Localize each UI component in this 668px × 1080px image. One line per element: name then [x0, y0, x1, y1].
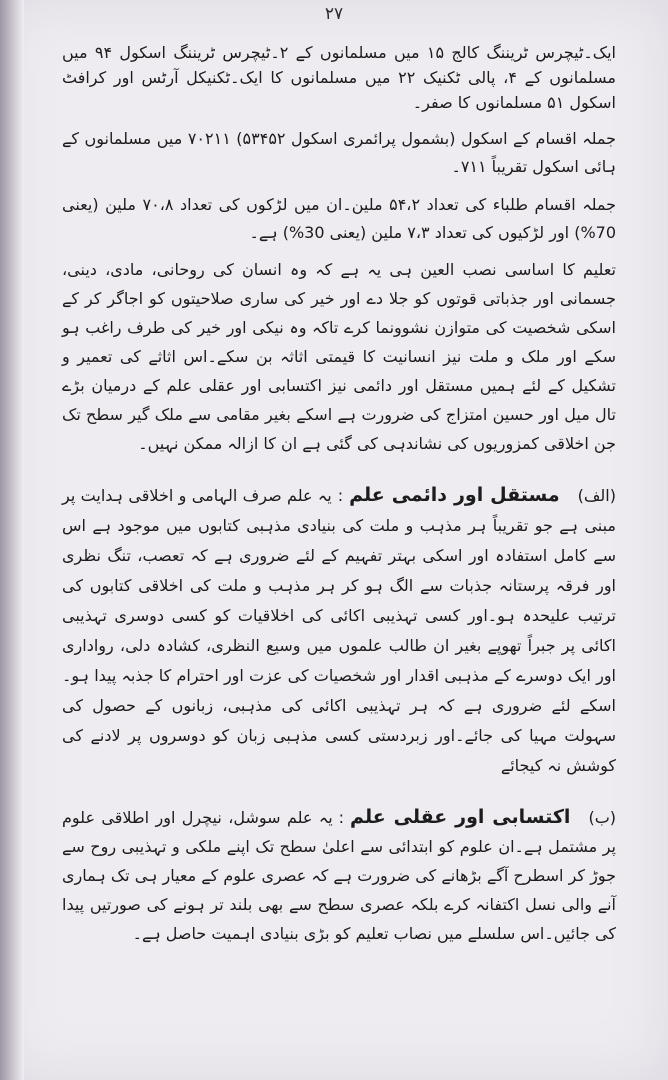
paragraph-schools: جملہ اقسام کے اسکول (بشمول پرائمری اسکول ۵۳۴۵۲) ۷۰۲۱۱ میں مسلمانوں کے ہائی اسکول تقریباً ۷۱۱۔: [62, 129, 617, 176]
section-colon: :: [337, 486, 344, 505]
paragraph-education-aim: تعلیم کا اساسی نصب العین ہی یہ ہے کہ وہ انسان کی روحانی، مادی، دینی، جسمانی اور جذباتی قوتوں کو جلا دے اور خیر کی ساری صلاحیتوں کو اجاگر کر کے اسکی شخصیت کی متوازن نشوونما کرے تاکہ وہ نیکی اور خیر کی طرف راغب ہو سکے اور ملک و ملت نیز انسانیت کا قیمتی اثاثہ بن سکے۔اس اثاثے کی تعمیر و تشکیل کے لئے ہمیں مستقل اور دائمی نیز اکتسابی اور عقلی علم کے درمیان بڑے تال میل اور حسین امتزاج کی ضرورت ہے اسکے بغیر مقامی سے ملک گیر سطح تک جن اخلاقی کمزوریوں کی نشاندہی کی گئی ہے ان کا ازالہ ممکن نہیں۔: [62, 260, 616, 453]
section-text: یہ علم سوشل، نیچرل اور اطلاقی علوم پر مشتمل ہے۔ان علوم کو ابتدائی سے اعلیٰ سطح تک اپنے ملکی و تہذیبی روح سے جوڑ کر اسطرح آگے بڑھانے کی ضرورت ہے کہ عصری علوم کے معیار ہی تک ہماری آنے والی نسل اکتفانہ کرے بلکہ عصری سطح سے بھی بلند تر ہونے کی صورتیں پیدا کی جائیں۔اس سلسلے میں نصاب تعلیم کو بڑی بنیادی اہمیت حاصل ہے۔: [62, 808, 616, 943]
section-marker: (ب): [588, 808, 616, 827]
paragraph-institutions: ایک۔ٹیچرس ٹریننگ کالج ۱۵ میں مسلمانوں کے ۲۔ٹیچرس ٹریننگ اسکول ۹۴ میں مسلمانوں کے ۴، پالی ٹکنیک ۲۲ میں مسلمانوں کا ایک۔ٹکنیکل آرٹس اور کرافٹ اسکول ۵۱ مسلمانوں کا صفر۔: [62, 43, 616, 112]
section-heading: اکتسابی اور عقلی علم: [350, 806, 571, 828]
section-be: [62, 803, 616, 948]
body-text: [62, 40, 616, 948]
page-gutter-shadow: [0, 0, 24, 1080]
page-number: ۲۷: [324, 4, 344, 24]
paragraph-students: جملہ اقسام طلباء کی تعداد ۵۴،۲ ملین۔ان میں لڑکوں کی تعداد ۷۰،۸ ملین (یعنی 70%) اور لڑکیوں کی تعداد ۷،۳ ملین (یعنی 30%) ہے۔: [62, 195, 617, 242]
section-colon: :: [338, 808, 345, 827]
section-text: یہ علم صرف الہامی و اخلاقی ہدایت پر مبنی ہے جو تقریباً ہر مذہب و ملت کی بنیادی مذہبی کتابوں میں موجود ہے اس سے کامل استفادہ اور اسکی بہتر تفہیم کے لئے ضروری ہے کہ تعصب، تنگ نظری اور فرقہ پرستانہ جذبات سے الگ ہو کر ہر مذہب و ملت کی اخلاقی کتابوں کی ترتیب علیحدہ ہو۔اور کسی تہذیبی اکائی کی اخلاقیات کو کسی دوسری تہذیبی اکائی پر جبراً تھوپے بغیر ان طالب علموں میں وسیع النظری، کشادہ دلی، رواداری اور ایک دوسرے کے مذہبی اقدار اور شخصیات کی عزت اور احترام کا جذبہ پیدا ہو۔اسکے لئے ضروری ہے کہ ہر تہذیبی اکائی کی مذہبی، زبانوں کے حصول کی سہولت مہیا کی جائے۔اور زبردستی کسی مذہبی زبان کو دوسروں پر لادنے کی کوشش نہ کیجائے: [62, 486, 616, 775]
section-marker: (الف): [577, 486, 616, 505]
section-alif: [62, 480, 616, 781]
section-heading: مستقل اور دائمی علم: [349, 484, 560, 506]
